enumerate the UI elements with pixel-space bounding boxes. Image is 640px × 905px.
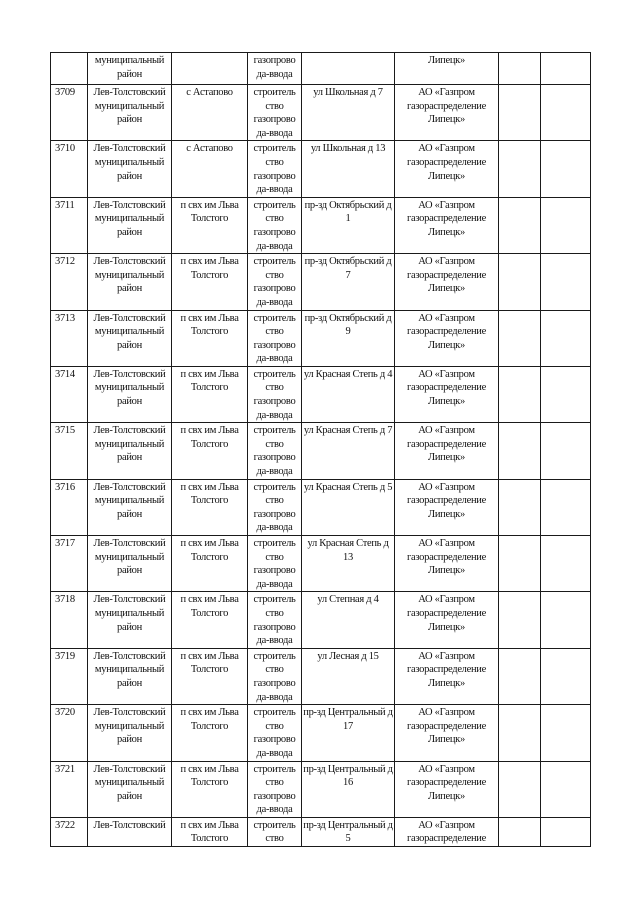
cell-work-type: строитель ство газопрово да-ввода [248,366,302,422]
cell-settlement: с Астапово [172,85,248,141]
cell-extra-2 [541,592,591,648]
cell-number: 3714 [51,366,88,422]
cell-number [51,53,88,85]
table-row-continuation [51,53,591,85]
cell-extra-1 [499,761,541,817]
table-row [51,310,591,366]
cell-organization: АО «Газпром газораспределение Липецк» [395,705,499,761]
cell-organization: АО «Газпром газораспределение Липецк» [395,592,499,648]
cell-settlement: п свх им Льва Толстого [172,254,248,310]
cell-settlement: п свх им Льва Толстого [172,197,248,253]
cell-organization: АО «Газпром газораспределение [395,817,499,846]
cell-extra-2 [541,366,591,422]
table-row-partial [51,817,591,846]
cell-organization: АО «Газпром газораспределение Липецк» [395,254,499,310]
table-row [51,536,591,592]
cell-district: Лев-Толстовский муниципальный район [88,648,172,704]
cell-district: Лев-Толстовский муниципальный район [88,85,172,141]
cell-extra-2 [541,53,591,85]
cell-settlement: п свх им Льва Толстого [172,536,248,592]
cell-work-type: строитель ство газопрово да-ввода [248,648,302,704]
cell-district: Лев-Толстовский муниципальный район [88,423,172,479]
cell-district: Лев-Толстовский муниципальный район [88,479,172,535]
cell-settlement: п свх им Льва Толстого [172,366,248,422]
cell-district: Лев-Толстовский муниципальный район [88,197,172,253]
cell-number: 3715 [51,423,88,479]
cell-organization: АО «Газпром газораспределение Липецк» [395,479,499,535]
table-row [51,592,591,648]
cell-organization: АО «Газпром газораспределение Липецк» [395,761,499,817]
cell-extra-1 [499,254,541,310]
cell-address: пр-зд Октябрьский д 7 [302,254,395,310]
cell-work-type: строитель ство газопрово да-ввода [248,254,302,310]
cell-number: 3712 [51,254,88,310]
cell-work-type: строитель ство газопрово да-ввода [248,310,302,366]
cell-extra-2 [541,817,591,846]
cell-address: пр-зд Октябрьский д 9 [302,310,395,366]
table-row [51,479,591,535]
cell-extra-1 [499,648,541,704]
cell-number: 3721 [51,761,88,817]
cell-work-type: строитель ство газопрово да-ввода [248,761,302,817]
cell-extra-2 [541,705,591,761]
cell-organization: АО «Газпром газораспределение Липецк» [395,536,499,592]
cell-address: ул Красная Степь д 13 [302,536,395,592]
cell-settlement: п свх им Льва Толстого [172,761,248,817]
cell-work-type: газопрово да-ввода [248,53,302,85]
cell-district: Лев-Толстовский муниципальный район [88,592,172,648]
cell-organization: АО «Газпром газораспределение Липецк» [395,366,499,422]
cell-extra-1 [499,141,541,197]
cell-settlement: п свх им Льва Толстого [172,479,248,535]
cell-address: ул Красная Степь д 4 [302,366,395,422]
cell-district: Лев-Толстовский [88,817,172,846]
cell-extra-1 [499,310,541,366]
cell-district: Лев-Толстовский муниципальный район [88,310,172,366]
cell-number: 3710 [51,141,88,197]
cell-number: 3713 [51,310,88,366]
table-row [51,141,591,197]
cell-district: Лев-Толстовский муниципальный район [88,254,172,310]
cell-settlement: п свх им Льва Толстого [172,423,248,479]
cell-extra-2 [541,648,591,704]
cell-address: пр-зд Центральный д 5 [302,817,395,846]
table-row [51,85,591,141]
table-row [51,648,591,704]
cell-organization: АО «Газпром газораспределение Липецк» [395,310,499,366]
cell-extra-1 [499,53,541,85]
cell-settlement: п свх им Льва Толстого [172,705,248,761]
cell-number: 3717 [51,536,88,592]
cell-number: 3716 [51,479,88,535]
cell-number: 3720 [51,705,88,761]
cell-number: 3718 [51,592,88,648]
cell-address: пр-зд Октябрьский д 1 [302,197,395,253]
cell-address: ул Школьная д 7 [302,85,395,141]
table-row [51,705,591,761]
gas-input-registry-table [50,52,591,847]
cell-address: ул Красная Степь д 5 [302,479,395,535]
cell-work-type: строитель ство газопрово да-ввода [248,705,302,761]
cell-address [302,53,395,85]
cell-extra-1 [499,536,541,592]
cell-extra-1 [499,705,541,761]
cell-extra-1 [499,592,541,648]
cell-settlement [172,53,248,85]
cell-organization: АО «Газпром газораспределение Липецк» [395,85,499,141]
cell-settlement: п свх им Льва Толстого [172,310,248,366]
cell-district: муниципальный район [88,53,172,85]
cell-number: 3722 [51,817,88,846]
cell-address: пр-зд Центральный д 16 [302,761,395,817]
cell-address: ул Школьная д 13 [302,141,395,197]
cell-settlement: с Астапово [172,141,248,197]
table-row [51,254,591,310]
cell-district: Лев-Толстовский муниципальный район [88,141,172,197]
cell-address: пр-зд Центральный д 17 [302,705,395,761]
cell-work-type: строитель ство газопрово да-ввода [248,536,302,592]
cell-settlement: п свх им Льва Толстого [172,648,248,704]
cell-extra-1 [499,479,541,535]
cell-number: 3719 [51,648,88,704]
cell-extra-2 [541,141,591,197]
cell-extra-1 [499,366,541,422]
cell-settlement: п свх им Льва Толстого [172,592,248,648]
cell-settlement: п свх им Льва Толстого [172,817,248,846]
cell-address: ул Лесная д 15 [302,648,395,704]
cell-district: Лев-Толстовский муниципальный район [88,761,172,817]
cell-extra-2 [541,423,591,479]
cell-organization: АО «Газпром газораспределение Липецк» [395,423,499,479]
cell-extra-2 [541,761,591,817]
cell-extra-1 [499,197,541,253]
cell-work-type: строитель ство газопрово да-ввода [248,85,302,141]
cell-extra-2 [541,197,591,253]
cell-extra-2 [541,85,591,141]
cell-extra-1 [499,85,541,141]
cell-extra-2 [541,536,591,592]
cell-organization: АО «Газпром газораспределение Липецк» [395,197,499,253]
cell-organization: АО «Газпром газораспределение Липецк» [395,648,499,704]
cell-extra-2 [541,479,591,535]
cell-extra-2 [541,254,591,310]
cell-work-type: строитель ство газопрово да-ввода [248,141,302,197]
cell-work-type: строитель ство газопрово да-ввода [248,423,302,479]
table-row [51,366,591,422]
cell-district: Лев-Толстовский муниципальный район [88,705,172,761]
cell-district: Лев-Толстовский муниципальный район [88,366,172,422]
cell-address: ул Степная д 4 [302,592,395,648]
table-row [51,761,591,817]
table-row [51,423,591,479]
table-row [51,197,591,253]
cell-extra-2 [541,310,591,366]
cell-extra-1 [499,817,541,846]
cell-district: Лев-Толстовский муниципальный район [88,536,172,592]
cell-work-type: строитель ство [248,817,302,846]
cell-work-type: строитель ство газопрово да-ввода [248,479,302,535]
cell-address: ул Красная Степь д 7 [302,423,395,479]
cell-organization: АО «Газпром газораспределение Липецк» [395,141,499,197]
cell-work-type: строитель ство газопрово да-ввода [248,197,302,253]
cell-number: 3709 [51,85,88,141]
cell-work-type: строитель ство газопрово да-ввода [248,592,302,648]
cell-number: 3711 [51,197,88,253]
cell-organization: Липецк» [395,53,499,85]
cell-extra-1 [499,423,541,479]
